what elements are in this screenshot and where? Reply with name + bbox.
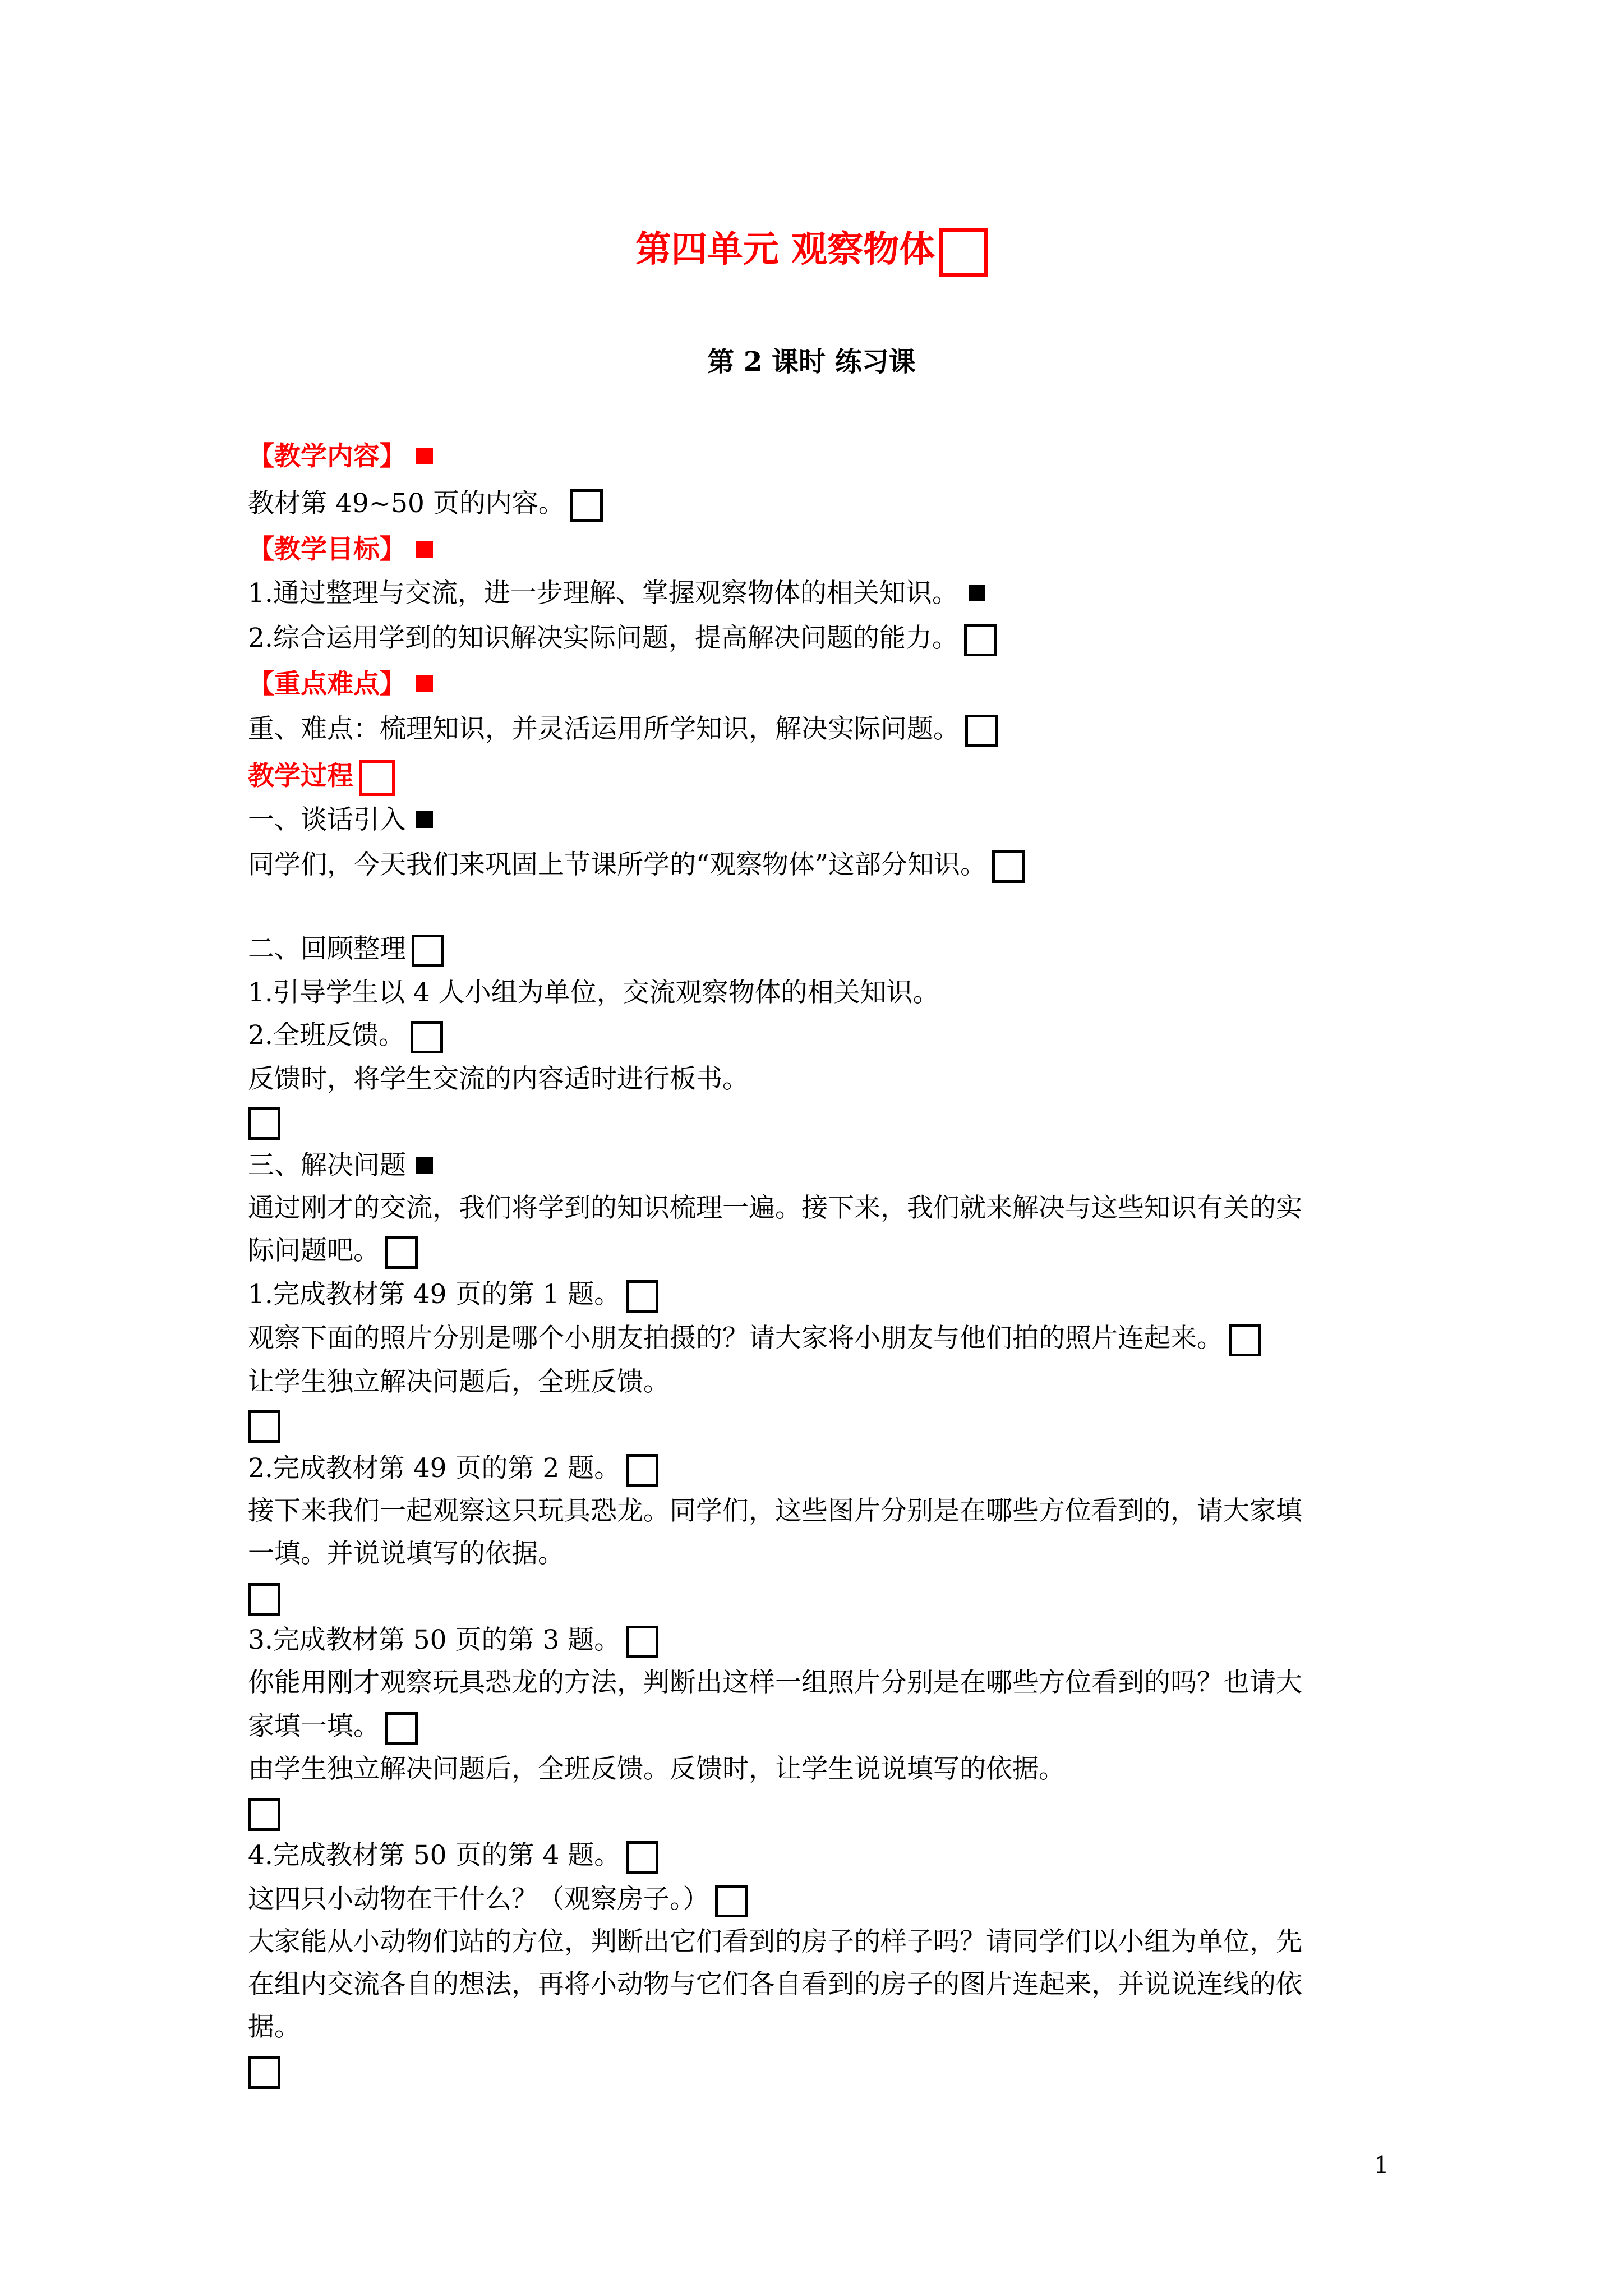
question-2: 2.完成教材第 49 页的第 2 题。 — [248, 1447, 1403, 1490]
part3-heading: 三、解决问题 — [248, 1144, 1403, 1187]
question-3: 3.完成教材第 50 页的第 3 题。 — [248, 1619, 1403, 1662]
box-icon — [626, 1280, 658, 1313]
box-icon — [385, 1712, 418, 1745]
box-icon — [964, 624, 997, 656]
box-icon — [248, 1107, 280, 1140]
goal-heading: 【教学目标】 — [248, 528, 1403, 571]
box-icon — [248, 1410, 280, 1443]
question-3-text-c: 由学生独立解决问题后，全班反馈。反馈时，让学生说说填写的依据。 — [248, 1754, 1065, 1784]
box-icon — [626, 1841, 658, 1874]
box-icon — [411, 1021, 443, 1053]
question-1: 1.完成教材第 49 页的第 1 题。 — [248, 1273, 1403, 1316]
question-3-text-b: 家填一填。 — [248, 1705, 1403, 1748]
box-icon — [1229, 1324, 1261, 1356]
question-1-text-a: 观察下面的照片分别是哪个小朋友拍摄的？请大家将小朋友与他们拍的照片连起来。 — [248, 1317, 1403, 1360]
red-square-icon — [416, 541, 433, 558]
goal-item-2: 2.综合运用学到的知识解决实际问题，提高解决问题的能力。 — [248, 617, 1403, 660]
spacer-box-row — [248, 1101, 1403, 1143]
part3-intro-b: 际问题吧。 — [248, 1230, 1403, 1272]
question-4-text-d: 据。 — [248, 2012, 301, 2042]
question-4: 4.完成教材第 50 页的第 4 题。 — [248, 1834, 1403, 1877]
box-icon — [626, 1454, 658, 1487]
black-square-icon — [969, 585, 985, 601]
part2-heading: 二、回顾整理 — [248, 928, 1403, 970]
question-2-text-a: 接下来我们一起观察这只玩具恐龙。同学们，这些图片分别是在哪些方位看到的，请大家填 — [248, 1496, 1302, 1526]
red-box-icon — [939, 228, 988, 277]
process-heading: 教学过程 — [248, 755, 1403, 798]
part1-heading: 一、谈话引入 — [248, 799, 1403, 841]
box-icon — [248, 1583, 280, 1616]
box-icon — [715, 1885, 748, 1917]
black-square-icon — [416, 811, 433, 828]
content-text: 教材第 49~50 页的内容。 — [248, 482, 1403, 525]
part3-intro-a: 通过刚才的交流，我们将学到的知识梳理一遍。接下来，我们就来解决与这些知识有关的实 — [248, 1193, 1302, 1223]
spacer-box-row — [248, 1792, 1403, 1834]
title-text: 第四单元 观察物体 — [635, 228, 935, 270]
part2-item-2: 2.全班反馈。 — [248, 1014, 1403, 1057]
box-icon — [412, 935, 444, 967]
spacer-box-row — [248, 1404, 1403, 1446]
box-icon — [385, 1236, 418, 1269]
page-number: 1 — [1374, 2151, 1389, 2179]
content-heading: 【教学内容】 — [248, 435, 1403, 478]
question-4-text-a: 这四只小动物在干什么？（观察房子。） — [248, 1878, 1403, 1921]
box-icon — [965, 715, 998, 747]
goal-item-1: 1.通过整理与交流，进一步理解、掌握观察物体的相关知识。 — [248, 572, 1403, 615]
box-icon — [570, 489, 603, 522]
spacer-box-row — [248, 2050, 1403, 2092]
question-4-text-b: 大家能从小动物们站的方位，判断出它们看到的房子的样子吗？请同学们以小组为单位，先 — [248, 1926, 1302, 1957]
box-icon — [248, 1798, 280, 1831]
question-4-text-c: 在组内交流各自的想法，再将小动物与它们各自看到的房子的图片连起来，并说说连线的依 — [248, 1969, 1302, 2000]
part2-item-3: 反馈时，将学生交流的内容适时进行板书。 — [248, 1064, 749, 1094]
lesson-subtitle: 第 2 课时 练习课 — [707, 346, 916, 378]
question-2-text-b: 一填。并说说填写的依据。 — [248, 1538, 564, 1569]
box-icon — [992, 850, 1025, 883]
question-1-text-b: 让学生独立解决问题后，全班反馈。 — [248, 1366, 670, 1397]
red-square-icon — [416, 448, 433, 464]
document-title — [0, 224, 1623, 277]
box-icon — [626, 1626, 658, 1658]
key-text: 重、难点：梳理知识，并灵活运用所学知识，解决实际问题。 — [248, 708, 1403, 751]
box-icon — [248, 2056, 280, 2089]
red-box-icon — [359, 760, 395, 796]
part2-item-1: 1.引导学生以 4 人小组为单位，交流观察物体的相关知识。 — [248, 977, 939, 1008]
part1-text: 同学们，今天我们来巩固上节课所学的“观察物体”这部分知识。 — [248, 844, 1403, 886]
black-square-icon — [416, 1157, 433, 1174]
key-heading: 【重点难点】 — [248, 663, 1403, 706]
question-3-text-a: 你能用刚才观察玩具恐龙的方法，判断出这样一组照片分别是在哪些方位看到的吗？也请大 — [248, 1667, 1302, 1698]
spacer-box-row — [248, 1576, 1403, 1619]
red-square-icon — [416, 675, 433, 692]
